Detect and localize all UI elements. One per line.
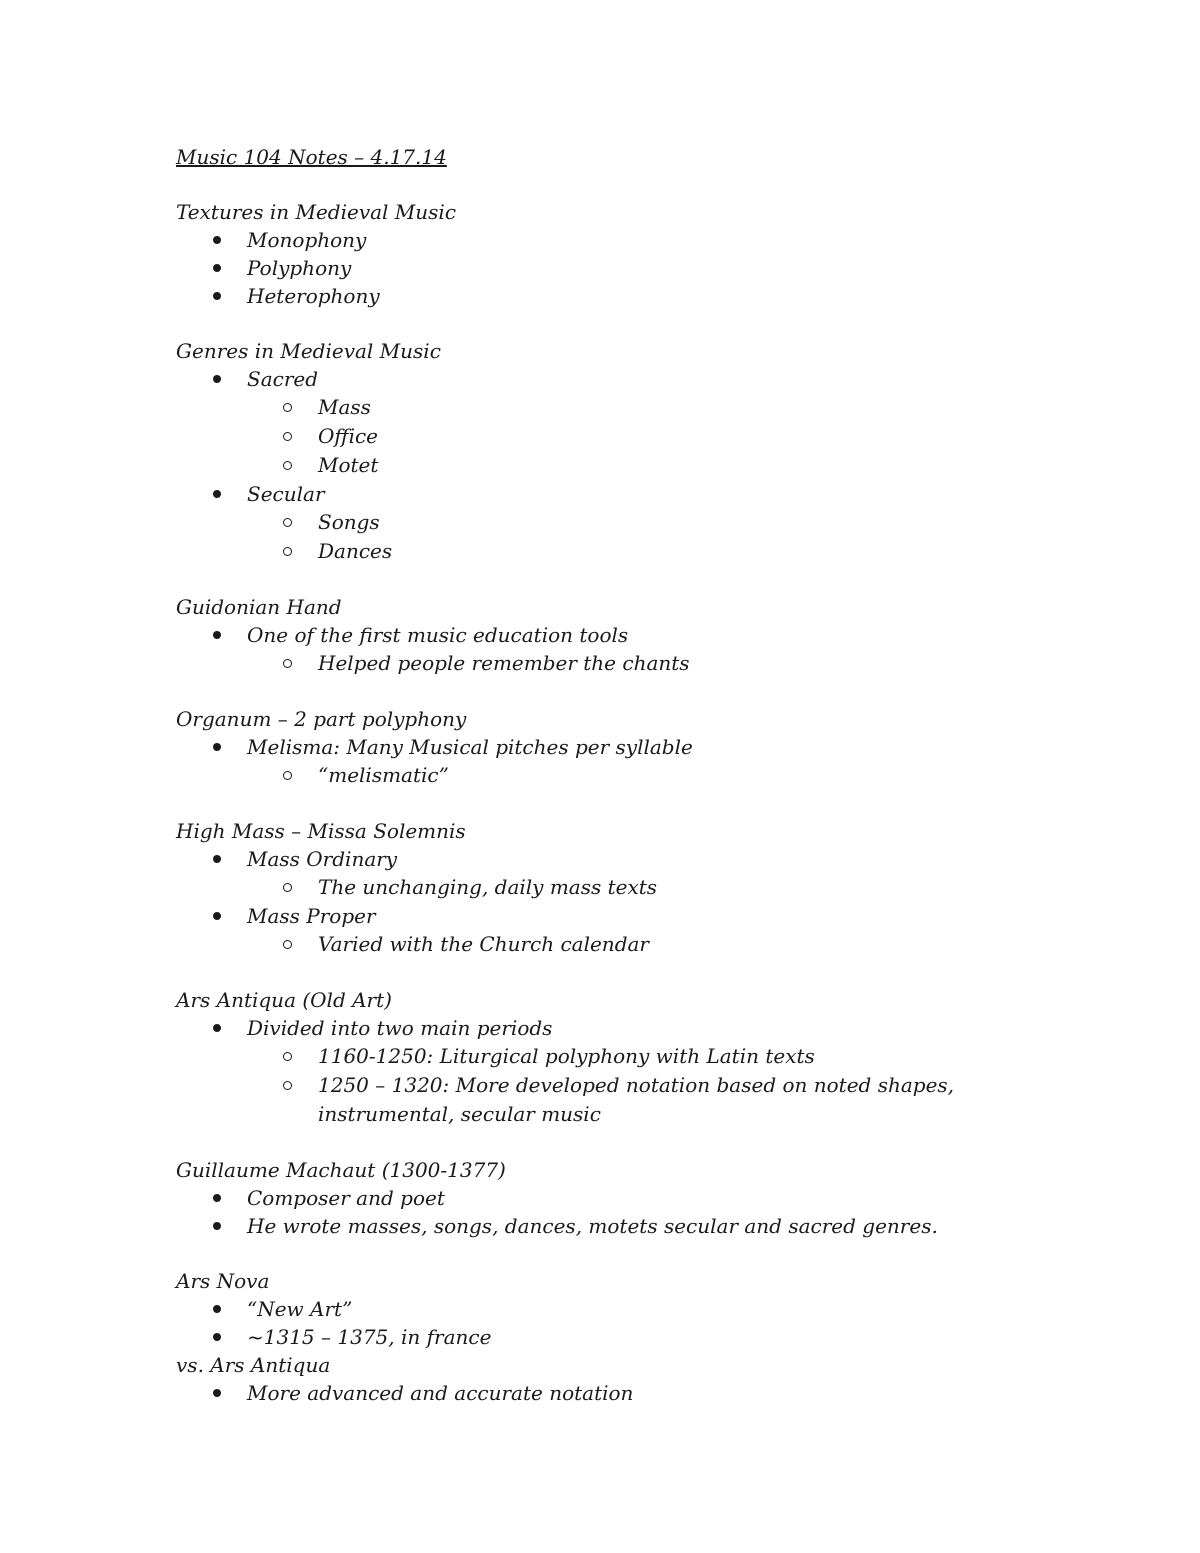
list-item: He wrote masses, songs, dances, motets secular and sacred genres. (176, 1212, 1036, 1240)
section-ars-nova (176, 1267, 1036, 1351)
list-item: Composer and poet (176, 1184, 1036, 1212)
bullet-icon (213, 292, 221, 300)
list-item: ~1315 – 1375, in france (176, 1323, 1036, 1351)
list-item: Sacred (176, 365, 1036, 393)
sub-list-item: Motet (176, 451, 1036, 480)
bullet-icon (213, 1222, 221, 1230)
circle-bullet-icon (283, 432, 292, 441)
sub-list-item: Helped people remember the chants (176, 649, 1036, 678)
bullet-icon (213, 1024, 221, 1032)
bullet-icon (213, 264, 221, 272)
bullet-icon (213, 375, 221, 383)
bullet-icon (213, 912, 221, 920)
section-heading: Guillaume Machaut (1300-1377) (176, 1158, 506, 1182)
sub-list-item: 1250 – 1320: More developed notation based on noted shapes, instrumental, secular music (176, 1071, 1036, 1129)
list-item: Polyphony (176, 254, 1036, 282)
section-textures (176, 198, 1036, 310)
section-heading: Ars Antiqua (Old Art) (176, 988, 392, 1012)
list-item: Divided into two main periods (176, 1014, 1036, 1042)
section-heading: vs. Ars Antiqua (176, 1353, 331, 1377)
sub-list-item: Varied with the Church calendar (176, 930, 1036, 959)
circle-bullet-icon (283, 1052, 292, 1061)
sub-list-item: 1160-1250: Liturgical polyphony with Latin texts (176, 1042, 1036, 1071)
bullet-icon (213, 855, 221, 863)
list-item: Secular (176, 480, 1036, 508)
sub-list-item: Songs (176, 508, 1036, 537)
sub-list-item: Office (176, 422, 1036, 451)
list-item: Melisma: Many Musical pitches per syllable (176, 733, 1036, 761)
circle-bullet-icon (283, 403, 292, 412)
sub-list-item: “melismatic” (176, 761, 1036, 790)
bullet-icon (213, 1305, 221, 1313)
bullet-icon (213, 743, 221, 751)
section-heading: Genres in Medieval Music (176, 339, 441, 363)
circle-bullet-icon (283, 547, 292, 556)
bullet-icon (213, 631, 221, 639)
sub-list-item: The unchanging, daily mass texts (176, 873, 1036, 902)
section-heading: Ars Nova (176, 1269, 270, 1293)
section-ars-antiqua (176, 986, 1036, 1129)
list-item: Mass Proper (176, 902, 1036, 930)
list-item: Mass Ordinary (176, 845, 1036, 873)
list-item: More advanced and accurate notation (176, 1379, 1036, 1407)
list-item: Monophony (176, 226, 1036, 254)
section-high-mass (176, 817, 1036, 959)
section-vs-ars-antiqua (176, 1351, 1036, 1407)
bullet-icon (213, 236, 221, 244)
sub-list-item: Dances (176, 537, 1036, 566)
list-item: “New Art” (176, 1295, 1036, 1323)
section-machaut (176, 1156, 1036, 1240)
section-guidonian (176, 593, 1036, 678)
circle-bullet-icon (283, 1081, 292, 1090)
list-item: One of the first music education tools (176, 621, 1036, 649)
circle-bullet-icon (283, 940, 292, 949)
section-genres (176, 337, 1036, 566)
bullet-icon (213, 1194, 221, 1202)
section-heading: Organum – 2 part polyphony (176, 707, 467, 731)
section-heading: Guidonian Hand (176, 595, 342, 619)
circle-bullet-icon (283, 883, 292, 892)
section-organum (176, 705, 1036, 790)
circle-bullet-icon (283, 518, 292, 527)
list-item: Heterophony (176, 282, 1036, 310)
section-heading: Textures in Medieval Music (176, 200, 457, 224)
page-title: Music 104 Notes – 4.17.14 (176, 145, 447, 169)
bullet-icon (213, 1389, 221, 1397)
document-page (176, 143, 1036, 1434)
bullet-icon (213, 1333, 221, 1341)
circle-bullet-icon (283, 461, 292, 470)
circle-bullet-icon (283, 771, 292, 780)
bullet-icon (213, 490, 221, 498)
sub-list-item: Mass (176, 393, 1036, 422)
circle-bullet-icon (283, 659, 292, 668)
section-heading: High Mass – Missa Solemnis (176, 819, 466, 843)
